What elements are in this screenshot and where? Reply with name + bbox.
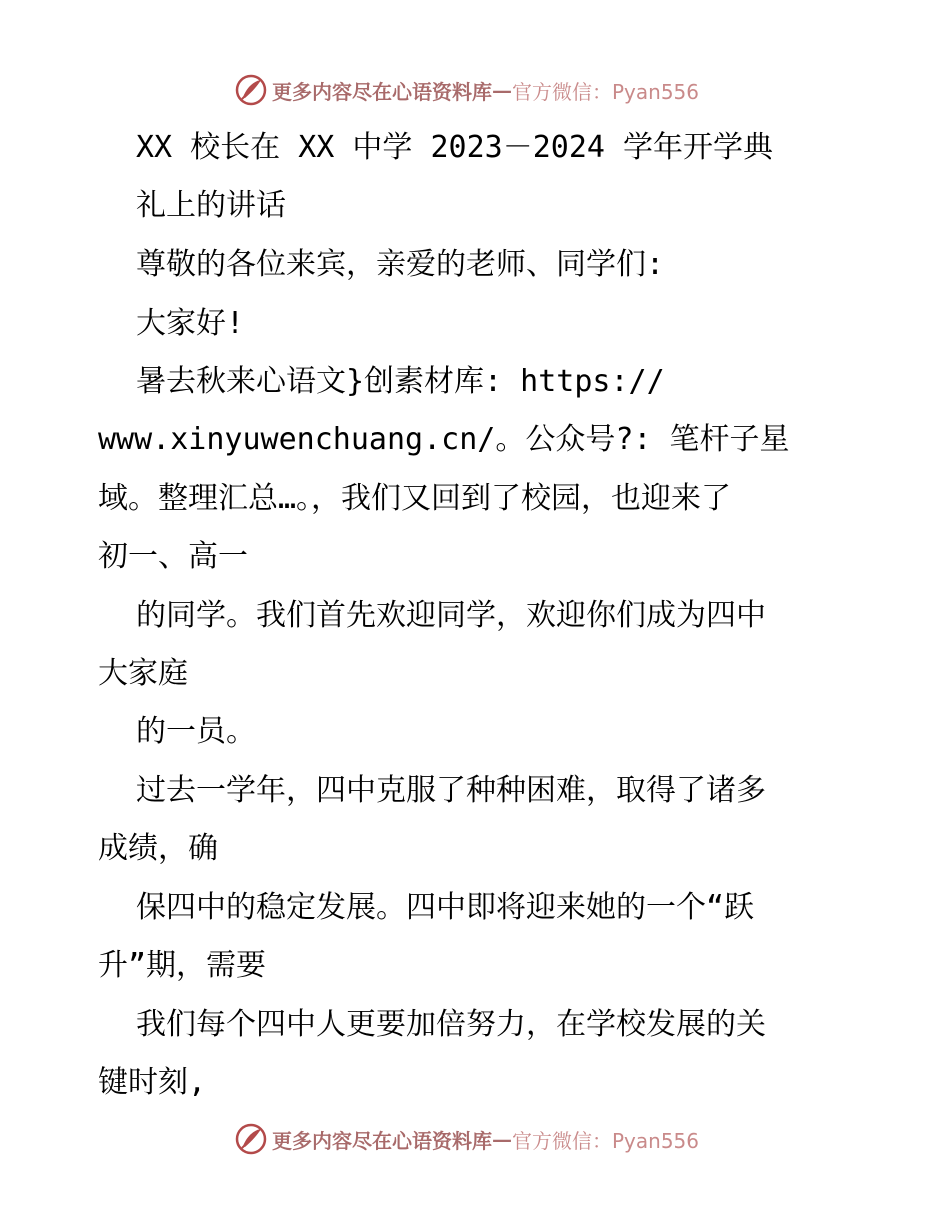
title-line-1: XX 校长在 XX 中学 2023－2024 学年开学典 <box>136 130 774 165</box>
paragraph-line: 的同学。我们首先欢迎同学，欢迎你们成为四中 <box>136 598 766 633</box>
watermark-brand: 更多内容尽在心语资料库 <box>272 79 492 104</box>
paragraph-line: 键时刻, <box>98 1065 207 1100</box>
paragraph-line: 成绩，确 <box>98 831 218 866</box>
watermark-dash: — <box>492 78 512 102</box>
salutation: 尊敬的各位来宾，亲爱的老师、同学们: <box>136 247 665 282</box>
paragraph-line: www.xinyuwenchuang.cn/。公众号?: 笔杆子星 <box>98 422 790 457</box>
watermark-contact: 官方微信：Pyan556 <box>512 1128 700 1153</box>
paragraph-line: 升”期，需要 <box>98 948 267 983</box>
paragraph-line: 域。整理汇总…。，我们又回到了校园，也迎来了 <box>98 481 732 516</box>
paragraph-line: 我们每个四中人更要加倍努力，在学校发展的关 <box>136 1007 766 1042</box>
greeting: 大家好! <box>136 306 245 341</box>
paragraph-line: 保四中的稳定发展。四中即将迎来她的一个“跃 <box>136 890 755 925</box>
paragraph-line: 暑去秋来心语文}创素材库: https:// <box>136 364 665 399</box>
title-line-2: 礼上的讲话 <box>136 188 286 223</box>
footer-watermark <box>234 1121 699 1157</box>
paragraph-line: 初一、高一 <box>98 539 248 574</box>
watermark-contact: 官方微信：Pyan556 <box>512 79 700 104</box>
brush-logo-icon <box>234 1122 268 1156</box>
paragraph-line: 过去一学年，四中克服了种种困难，取得了诸多 <box>136 773 766 808</box>
paragraph-line: 大家庭 <box>98 656 188 691</box>
paragraph-line: 的一员。 <box>136 714 256 749</box>
watermark-brand: 更多内容尽在心语资料库 <box>272 1128 492 1153</box>
watermark-dash: — <box>492 1127 512 1151</box>
